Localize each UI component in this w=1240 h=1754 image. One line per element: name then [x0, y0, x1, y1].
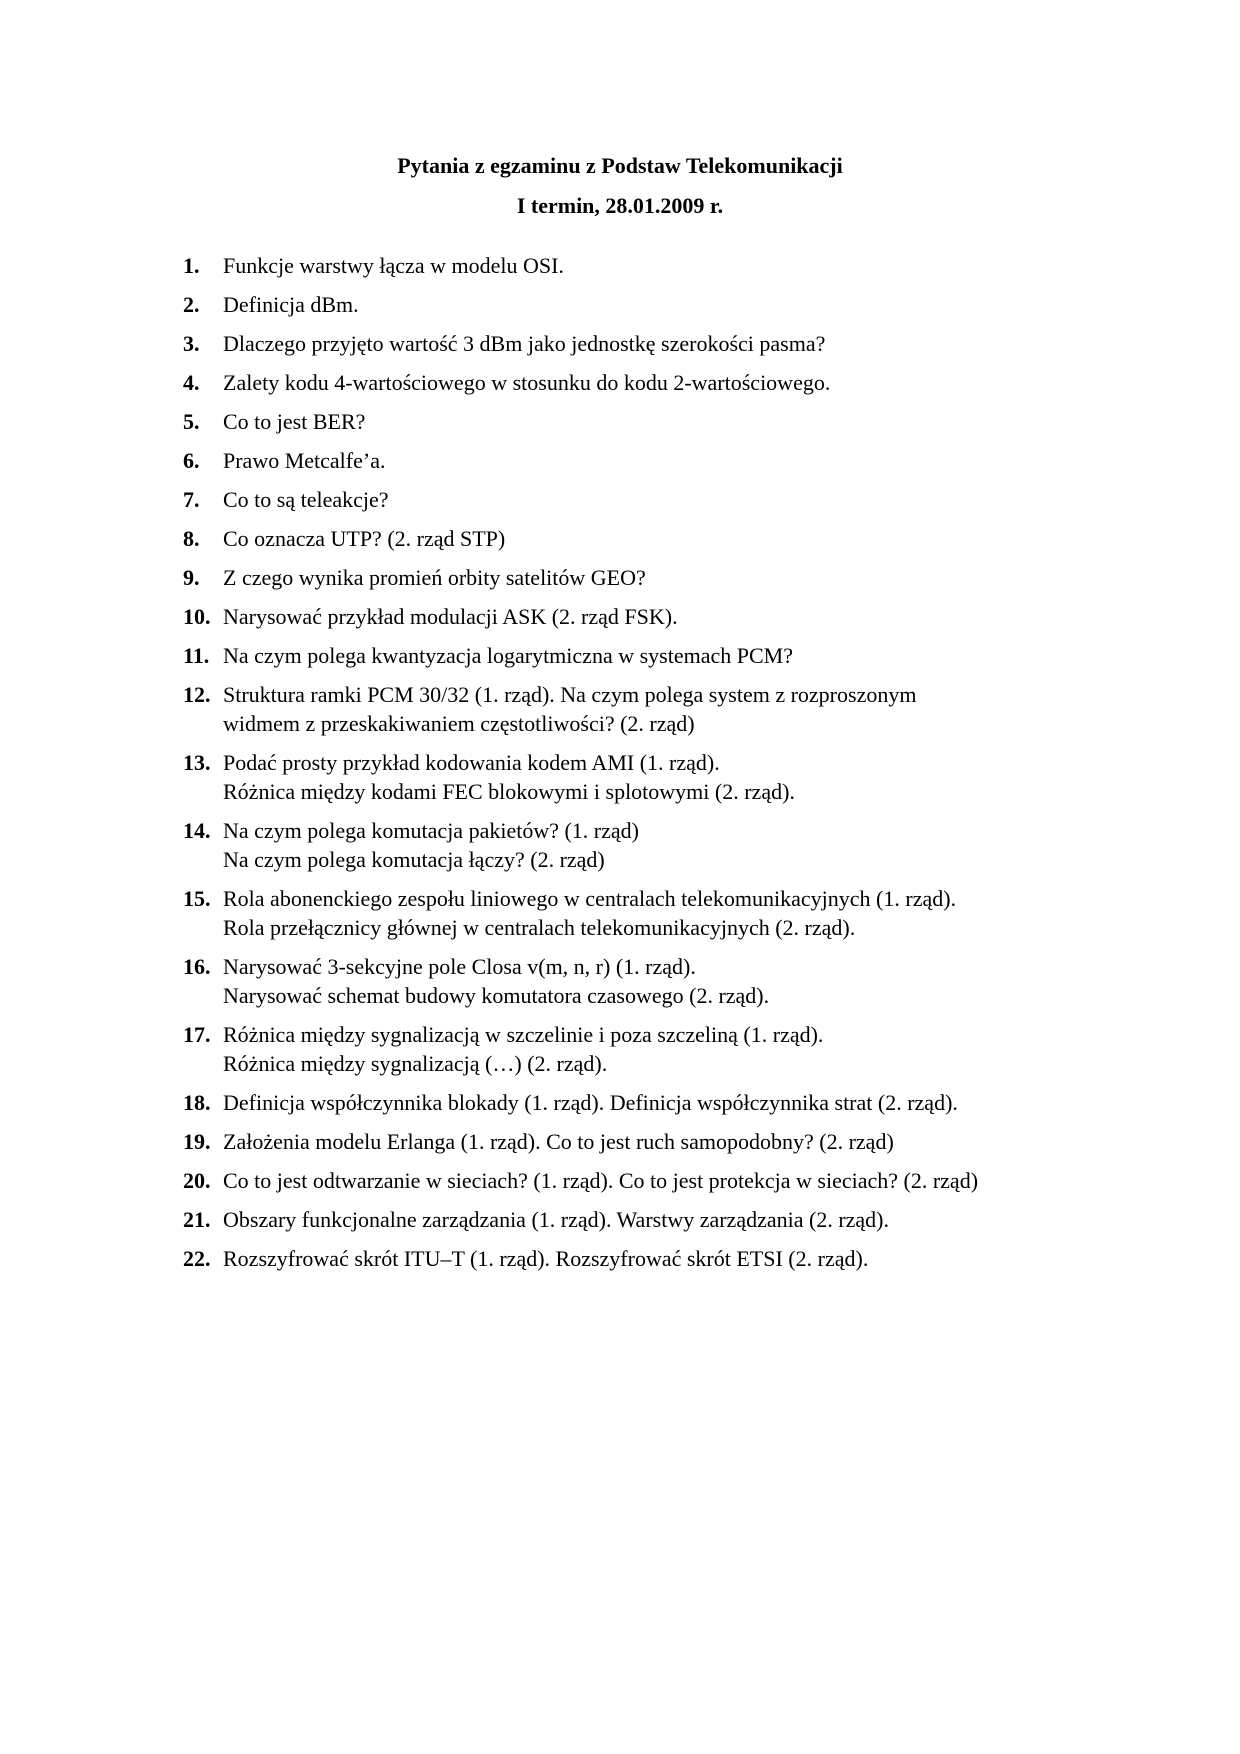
question-line: Rola abonenckiego zespołu liniowego w centralach telekomunikacyjnych (1. rząd). [223, 886, 957, 911]
question-item [183, 1166, 1083, 1195]
question-line: Różnica między sygnalizacją (…) (2. rząd). [223, 1051, 608, 1076]
question-number: 5. [183, 409, 200, 434]
question-line: Dlaczego przyjęto wartość 3 dBm jako jednostkę szerokości pasma? [223, 331, 826, 356]
question-item [183, 1244, 1083, 1273]
question-text [223, 524, 1083, 553]
question-number: 21. [183, 1207, 211, 1232]
question-item [183, 524, 1083, 553]
question-text [223, 329, 1083, 358]
question-text [223, 1020, 1083, 1078]
question-number: 3. [183, 331, 200, 356]
question-number: 12. [183, 682, 211, 707]
question-text [223, 251, 1083, 280]
question-item [183, 1020, 1083, 1078]
question-number: 7. [183, 487, 200, 512]
question-item [183, 407, 1083, 436]
question-item [183, 1127, 1083, 1156]
question-item [183, 251, 1083, 280]
question-line: Założenia modelu Erlanga (1. rząd). Co to jest ruch samopodobny? (2. rząd) [223, 1129, 894, 1154]
question-number: 15. [183, 886, 211, 911]
question-number: 11. [183, 643, 210, 668]
question-line: Narysować schemat budowy komutatora czasowego (2. rząd). [223, 983, 770, 1008]
question-number: 19. [183, 1129, 211, 1154]
question-line: Definicja współczynnika blokady (1. rząd). Definicja współczynnika strat (2. rząd). [223, 1090, 958, 1115]
question-line: Co to jest BER? [223, 409, 366, 434]
question-text [223, 1088, 1083, 1117]
question-text [223, 1166, 1083, 1195]
question-text [223, 1127, 1083, 1156]
question-number: 2. [183, 292, 200, 317]
question-line: Struktura ramki PCM 30/32 (1. rząd). Na czym polega system z rozproszonym [223, 682, 917, 707]
question-number: 13. [183, 750, 211, 775]
question-line: Podać prosty przykład kodowania kodem AMI (1. rząd). [223, 750, 720, 775]
question-number: 6. [183, 448, 200, 473]
question-text [223, 446, 1083, 475]
question-item [183, 368, 1083, 397]
question-number: 10. [183, 604, 211, 629]
question-text [223, 884, 1083, 942]
question-text [223, 1205, 1083, 1234]
question-text [223, 748, 1083, 806]
question-text [223, 485, 1083, 514]
question-line: Obszary funkcjonalne zarządzania (1. rząd). Warstwy zarządzania (2. rząd). [223, 1207, 890, 1232]
question-text [223, 680, 1083, 738]
question-item [183, 816, 1083, 874]
question-number: 8. [183, 526, 200, 551]
question-line: Narysować 3-sekcyjne pole Closa v(m, n, r) (1. rząd). [223, 954, 696, 979]
question-item [183, 748, 1083, 806]
question-item [183, 680, 1083, 738]
question-number: 22. [183, 1246, 211, 1271]
question-item [183, 1088, 1083, 1117]
question-item [183, 952, 1083, 1010]
question-line: Narysować przykład modulacji ASK (2. rząd FSK). [223, 604, 678, 629]
question-line: widmem z przeskakiwaniem częstotliwości? (2. rząd) [223, 711, 695, 736]
question-line: Rola przełącznicy głównej w centralach telekomunikacyjnych (2. rząd). [223, 915, 856, 940]
question-number: 9. [183, 565, 200, 590]
document-title: Pytania z egzaminu z Podstaw Telekomunikacji [397, 153, 843, 178]
question-number: 18. [183, 1090, 211, 1115]
question-text [223, 816, 1083, 874]
question-line: Na czym polega komutacja pakietów? (1. rząd) [223, 818, 639, 843]
title-block [0, 146, 1240, 226]
question-item [183, 329, 1083, 358]
question-line: Zalety kodu 4-wartościowego w stosunku do kodu 2-wartościowego. [223, 370, 831, 395]
question-text [223, 563, 1083, 592]
question-line: Definicja dBm. [223, 292, 359, 317]
question-line: Różnica między sygnalizacją w szczelinie i poza szczeliną (1. rząd). [223, 1022, 824, 1047]
question-list [183, 251, 1083, 1283]
question-text [223, 407, 1083, 436]
question-number: 1. [183, 253, 200, 278]
question-item [183, 290, 1083, 319]
question-item [183, 641, 1083, 670]
question-line: Funkcje warstwy łącza w modelu OSI. [223, 253, 564, 278]
question-line: Co to są teleakcje? [223, 487, 389, 512]
document-subtitle: I termin, 28.01.2009 r. [516, 193, 724, 218]
question-line: Różnica między kodami FEC blokowymi i splotowymi (2. rząd). [223, 779, 795, 804]
question-text [223, 290, 1083, 319]
question-text [223, 1244, 1083, 1273]
question-line: Na czym polega kwantyzacja logarytmiczna w systemach PCM? [223, 643, 793, 668]
question-line: Na czym polega komutacja łączy? (2. rząd) [223, 847, 605, 872]
question-number: 20. [183, 1168, 211, 1193]
question-line: Prawo Metcalfe’a. [223, 448, 386, 473]
question-line: Rozszyfrować skrót ITU–T (1. rząd). Rozszyfrować skrót ETSI (2. rząd). [223, 1246, 869, 1271]
question-line: Co oznacza UTP? (2. rząd STP) [223, 526, 506, 551]
question-text [223, 952, 1083, 1010]
question-item [183, 1205, 1083, 1234]
question-item [183, 485, 1083, 514]
question-number: 14. [183, 818, 211, 843]
question-number: 17. [183, 1022, 211, 1047]
question-item [183, 884, 1083, 942]
question-item [183, 563, 1083, 592]
question-item [183, 446, 1083, 475]
question-number: 16. [183, 954, 211, 979]
question-text [223, 368, 1083, 397]
question-line: Z czego wynika promień orbity satelitów GEO? [223, 565, 646, 590]
question-number: 4. [183, 370, 200, 395]
question-item [183, 602, 1083, 631]
question-line: Co to jest odtwarzanie w sieciach? (1. rząd). Co to jest protekcja w sieciach? (2. rząd) [223, 1168, 979, 1193]
question-text [223, 602, 1083, 631]
question-text [223, 641, 1083, 670]
